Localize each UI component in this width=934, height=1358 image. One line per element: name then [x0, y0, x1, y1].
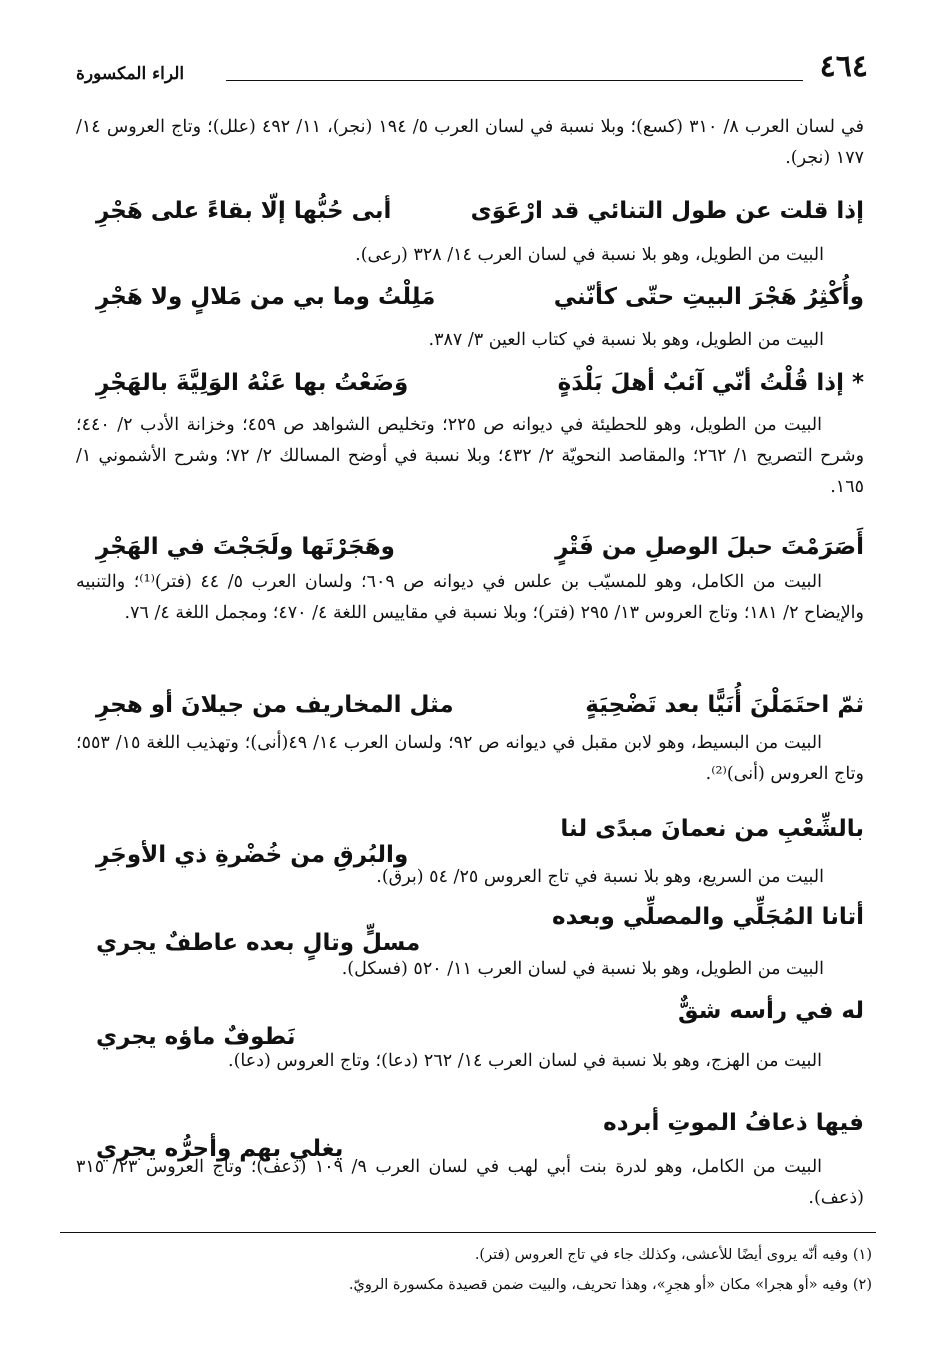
first-hemistich: له في رأسه شقٌّ	[678, 998, 864, 1024]
verse-commentary: البيت من الهزج، وهو بلا نسبة في لسان العرب ١٤/ ٢٦٢ (دعا)؛ وتاج العروس (دعا).	[228, 1051, 822, 1071]
second-hemistich: نَطوفٌ ماؤه يجري	[96, 1024, 296, 1050]
page-header	[76, 49, 868, 88]
first-hemistich: إذا قلت عن طول التنائي قد ارْعَوَى	[470, 198, 864, 224]
second-hemistich: وهَجَرْتَها ولَجَجْتَ في الهَجْرِ	[96, 534, 395, 560]
verse-commentary: البيت من الطويل، وهو للحطيئة في ديوانه ص ٢٢٥؛ وتخليص الشواهد ص ٤٥٩؛ وخزانة الأدب ٢/ ٤٤٠؛ وشرح التصريح ١/ ٢٦٢؛ والمقاصد النحويّة ٢/ ٤٣٢؛ وبلا نسبة في أوضح المسالك ٢/ ٧٢؛ وشرح الأشموني ١/ ١٦٥.	[76, 415, 865, 497]
header-rule	[226, 80, 803, 81]
footnote: (١) وفيه أنّه يروى أيضًا للأعشى، وكذلك جاء في تاج العروس (فتر).	[474, 1247, 872, 1263]
first-hemistich: بالشِّعْبِ من نعمانَ مبدًى لنا	[560, 816, 864, 842]
second-hemistich: وَضَعْتُ بها عَنْهُ الوَلِيَّةَ بالهَجْرِ	[96, 370, 409, 396]
verse-line	[96, 684, 864, 730]
second-hemistich: والبُرقِ من خُضْرةِ ذي الأوجَرِ	[96, 842, 409, 868]
verse-commentary: البيت من السريع، وهو بلا نسبة في تاج العروس ٢٥/ ٥٤ (برق).	[376, 867, 824, 887]
second-hemistich: مَلِلْتُ وما بي من مَلالٍ ولا هَجْرِ	[96, 284, 436, 310]
verse-commentary: البيت من الكامل، وهو للمسيّب بن علس في ديوانه ص ٦٠٩؛ ولسان العرب ٥/ ٤٤ (فتر)⁽¹⁾؛ والتنبيه والإيضاح ٢/ ١٨١؛ وتاج العروس ١٣/ ٢٩٥ (فتر)؛ وبلا نسبة في مقاييس اللغة ٤/ ٤٧٠؛ ومجمل اللغة ٤/ ٧٦.	[76, 572, 864, 623]
second-hemistich: يغلي بهم وأحرُّه يجري	[96, 1136, 344, 1162]
first-hemistich: أَصَرَمْتَ حبلَ الوصلِ من فَتْرٍ	[555, 534, 864, 560]
footnote: (٢) وفيه «أو هجرا» مكان «أو هجرِ»، وهذا تحريف، والبيت ضمن قصيدة مكسورة الرويّ.	[348, 1277, 872, 1293]
intro-paragraph: في لسان العرب ٨/ ٣١٠ (كسع)؛ وبلا نسبة في لسان العرب ٥/ ١٩٤ (نجر)، ١١/ ٤٩٢ (علل)؛ وتاج العروس ١٤/ ١٧٧ (نجر).	[76, 117, 864, 168]
verse-commentary: البيت من الكامل، وهو لدرة بنت أبي لهب في لسان العرب ٩/ ١٠٩ (ذعف)؛ وتاج العروس ٢٣/ ٣١٥ (ذعف).	[76, 1157, 864, 1208]
second-hemistich: مسلٍّ وتالٍ بعده عاطفٌ يجري	[96, 930, 421, 956]
second-hemistich: أبى حُبُّها إلّا بقاءً على هَجْرِ	[96, 198, 392, 224]
running-title: الراء المكسورة	[76, 64, 185, 84]
verse-commentary: البيت من الطويل، وهو بلا نسبة في لسان العرب ١١/ ٥٢٠ (فسكل).	[341, 959, 824, 979]
verse-commentary: البيت من الطويل، وهو بلا نسبة في كتاب العين ٣/ ٣٨٧.	[428, 330, 824, 350]
verse-line	[96, 276, 864, 322]
first-hemistich: وأُكْثِرُ هَجْرَ البيتِ حتّى كأنّني	[553, 284, 864, 310]
footnote-rule	[60, 1232, 876, 1233]
first-hemistich: فيها ذعافُ الموتِ أبرده	[603, 1110, 864, 1136]
second-hemistich: مثل المخاريف من جيلانَ أو هجرِ	[96, 692, 454, 718]
verse-line	[96, 526, 864, 572]
page-number: ٤٦٤	[819, 49, 868, 84]
verse-commentary: البيت من البسيط، وهو لابن مقبل في ديوانه ص ٩٢؛ ولسان العرب ١٤/ ٤٩(أنى)؛ وتهذيب اللغة ١٥/ ٥٥٣؛ وتاج العروس (أنى)⁽²⁾.	[76, 733, 864, 784]
verse-line	[96, 362, 864, 408]
first-hemistich: * إذا قُلْتُ أنّي آئبٌ أهلَ بَلْدَةٍ	[557, 370, 864, 396]
first-hemistich: أتانا المُجَلِّي والمصلِّي وبعده	[552, 904, 864, 930]
first-hemistich: ثمّ احتَمَلْنَ أُنَيًّا بعد تَضْحِيَةٍ	[585, 692, 864, 718]
verse-commentary: البيت من الطويل، وهو بلا نسبة في لسان العرب ١٤/ ٣٢٨ (رعى).	[355, 245, 824, 265]
verse-line	[96, 190, 864, 236]
